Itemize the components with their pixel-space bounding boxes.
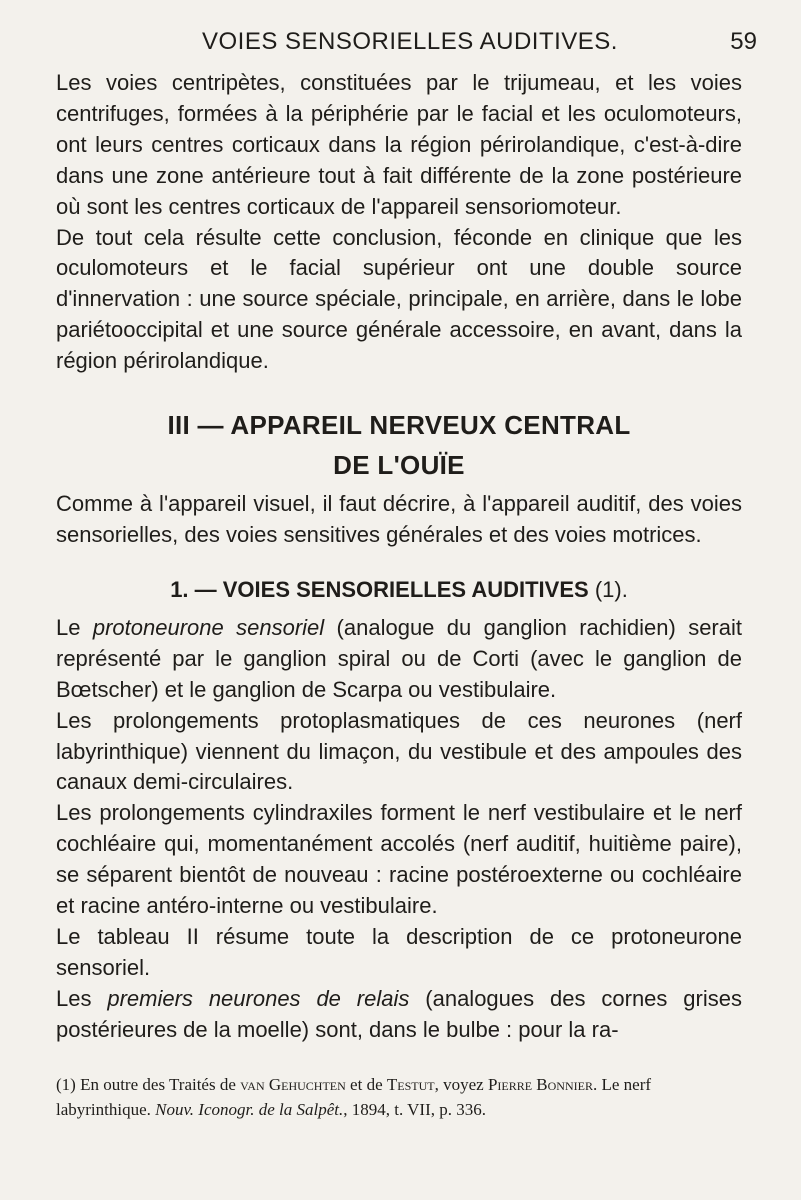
- running-title: VOIES SENSORIELLES AUDITIVES.: [202, 28, 618, 55]
- subsection-title-text: 1. — VOIES SENSORIELLES AUDITIVES: [170, 576, 589, 602]
- footnote-text-c: , voyez: [434, 1075, 488, 1094]
- paragraph-6: Les prolongements cylindraxiles forment le nerf vestibulaire et le nerf cochléaire qui, momentanément accolés (nerf auditif, huitième paire), se séparent bientôt de nouveau : racine postéroexterne ou cochléaire et racine antéro-interne ou vestibulaire.: [56, 800, 742, 919]
- paragraph-8-rest: (analogues des cornes grises postérieures de la moelle) sont, dans le bulbe : pour la ra-: [56, 985, 742, 1042]
- paragraph-8: [56, 984, 742, 1046]
- body-text: [56, 68, 742, 1046]
- footnote: [56, 1072, 742, 1122]
- paragraph-4: [56, 613, 742, 706]
- footnote-journal: Nouv. Iconogr. de la Salpêt.: [155, 1100, 344, 1119]
- paragraph-4-rest: (analogue du ganglion rachidien) serait représenté par le ganglion spiral ou de Corti (avec le ganglion de Bœtscher) et le ganglion de Scarpa ou vestibulaire.: [56, 614, 742, 702]
- paragraph-4-prefix: Le: [56, 614, 93, 640]
- section-title: [56, 405, 742, 485]
- footnote-marker: (1): [56, 1075, 76, 1094]
- footnote-text-e: , 1894, t. VII, p. 336.: [343, 1100, 486, 1119]
- term-premiers-neurones: premiers neurones de relais: [107, 985, 410, 1011]
- paragraph-5: Les prolongements protoplasmatiques de ces neurones (nerf labyrinthique) viennent du limaçon, du vestibule et des ampoules des canaux demi-circulaires.: [56, 707, 742, 795]
- page-number: 59: [730, 28, 757, 55]
- paragraph-7: Le tableau II résume toute la description de ce protoneurone sensoriel.: [56, 923, 742, 980]
- footnote-author-2: Testut: [386, 1075, 435, 1094]
- footnote-text-a: En outre des Traités de: [75, 1075, 241, 1094]
- term-protoneurone: protoneurone sensoriel: [92, 614, 325, 640]
- section-title-line-2: DE L'OUÏE: [333, 450, 465, 481]
- paragraph-2: De tout cela résulte cette conclusion, féconde en clinique que les oculomoteurs et le facial supérieur ont une double source d'innervation : une source spéciale, principale, en arrière, dans le lobe pariétooccipital et une source générale accessoire, en avant, dans la région périrolandique.: [56, 224, 742, 374]
- footnote-ref: (1).: [594, 576, 628, 602]
- running-head: [0, 28, 801, 62]
- paragraph-1: Les voies centripètes, constituées par le trijumeau, et les voies centrifuges, formées à la périphérie par le facial et les oculomoteurs, ont leurs centres corticaux dans la région périrolandique, c'est-à-dire dans une zone antérieure tout à fait différente de la zone postérieure où sont les centres corticaux de l'appareil sensoriomoteur.: [56, 70, 742, 219]
- paragraph-8-prefix: Les: [56, 985, 108, 1011]
- footnote-text-d: . Le nerf labyrinthique.: [56, 1075, 652, 1119]
- subsection-title: [56, 575, 742, 605]
- footnote-author-1: van Gehuchten: [240, 1075, 346, 1094]
- footnote-author-3: Pierre Bonnier: [487, 1075, 593, 1094]
- section-title-line-1: III — APPAREIL NERVEUX CENTRAL: [167, 410, 631, 441]
- paragraph-3: Comme à l'appareil visuel, il faut décrire, à l'appareil auditif, des voies sensorielles, des voies sensitives générales et des voies motrices.: [56, 491, 742, 547]
- footnote-text-b: et de: [345, 1075, 387, 1094]
